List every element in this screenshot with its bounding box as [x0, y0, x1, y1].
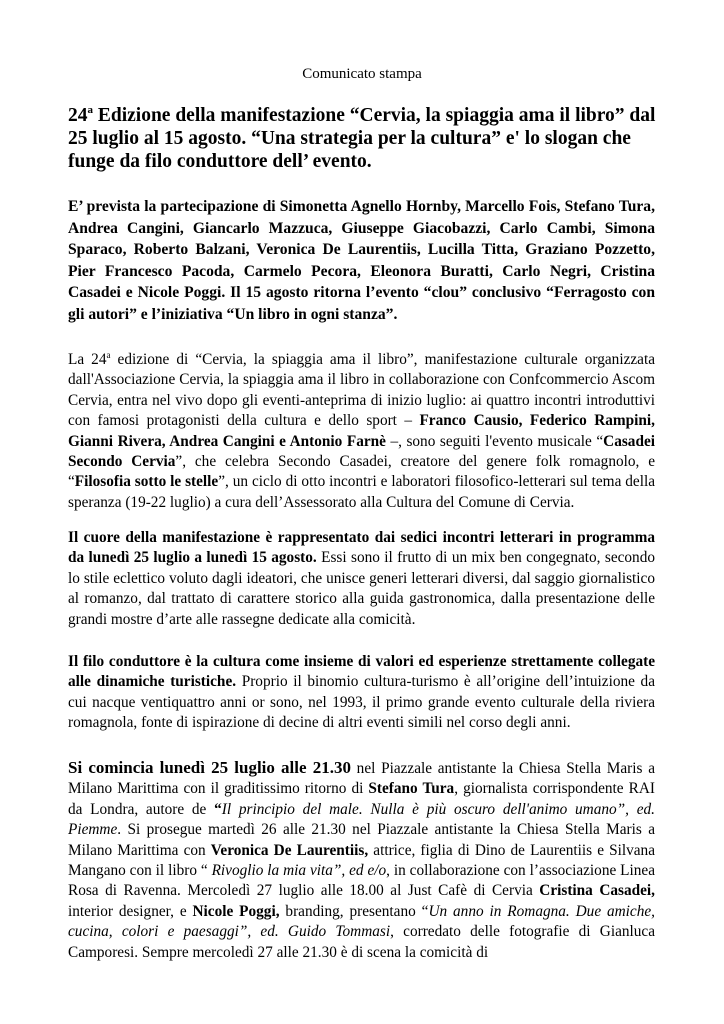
text-run: ”, che celebra Secondo Casadei, creatore del genere folk romagnolo, e “ [68, 453, 655, 491]
text-run: , corredato delle fotografie di Gianluca Camporesi. Sempre mercoledì 27 alle 21.30 è di scena la comicità di [68, 923, 656, 961]
document-title [68, 104, 658, 173]
bold-run: Si comincia lunedì 25 luglio alle 21.30 [68, 758, 351, 777]
text-run: ”, un ciclo di otto incontri e laboratori filosofico-letterari sul tema della speranza (19-22 luglio) a cura dell’Assessorato alla Cultura del Comune di Cervia. [68, 473, 656, 511]
title-ordinal-superscript: a [87, 104, 93, 116]
superscript: a [106, 350, 111, 360]
text-run: –, sono seguiti l'evento musicale “ [385, 432, 604, 450]
italic-run: Il principio del male. Nulla è più oscuro dell'animo umano”, ed. Piemme [68, 800, 656, 839]
bold-run: Il cuore della manifestazione è rappresentato dai sedici incontri letterari in programma da lunedì 25 luglio a lunedì 15 agosto. [68, 529, 655, 567]
paragraph-theme [68, 652, 655, 734]
title-text: Edizione della manifestazione “Cervia, la spiaggia ama il libro” dal 25 luglio al 15 agosto. “Una strategia per la cultura” e' lo slogan che funge da filo conduttore dell’ evento. [68, 105, 656, 172]
text-run: , in collaborazione con l’associazione Linea Rosa di Ravenna. Mercoledì 27 luglio alle 18.00 al Just Cafè di Cervia [68, 862, 655, 900]
text-run: La 24 [68, 351, 107, 368]
text-run: nel Piazzale antistante la Chiesa Stella Maris a Milano Marittima con il graditissimo ritorno di [68, 760, 655, 798]
bold-run: Il filo conduttore è la cultura come insieme di valori ed esperienze strettamente collegate alle dinamiche turistiche. [68, 653, 655, 691]
bold-run: Casadei Secondo Cervia [68, 432, 655, 471]
text-run: Proprio il binomio cultura-turismo è all’origine dell’intuizione da cui nacque ventiquattro anni or sono, nel 1993, il primo grande evento culturale della riviera romagnola, fonte di ispirazione di decine di altri eventi simili nel corso degli anni. [68, 673, 655, 732]
bold-run: “ [214, 800, 222, 818]
text-run: attrice, figlia di Dino de Laurentiis e Silvana Mangano con il libro “ [68, 841, 655, 880]
bold-run: Stefano Tura [368, 780, 455, 798]
press-release-label: Comunicato stampa [302, 66, 422, 82]
paragraph-program [68, 528, 655, 630]
italic-run: Rivoglio la mia vita”, ed e/o [211, 862, 387, 880]
text-run: edizione di “Cervia, la spiaggia ama il libro”, manifestazione culturale organizzata dall'Associazione Cervia, la spiaggia ama il libro in collaborazione con Confcommercio Ascom Cervia, entra nel vivo dopo gli eventi-anteprima di inizio luglio: ai quattro incontri introduttivi con famosi protagonisti della cultura e dello sport – [68, 351, 655, 430]
bold-run: Nicole Poggi, [192, 902, 280, 920]
bold-run: Franco Causio, Federico Rampini, Gianni Rivera, Andrea Cangini e Antonio Farnè [68, 412, 656, 450]
title-ordinal: 24 [68, 105, 88, 126]
bold-run: Cristina Casadei, [539, 882, 656, 900]
lead-paragraph: E’ prevista la partecipazione di Simonetta Agnello Hornby, Marcello Fois, Stefano Tura, Andrea Cangini, Giancarlo Mazzuca, Giuseppe Giacobazzi, Carlo Cambi, Simona Sparaco, Roberto Balzani, Veronica De Laurentiis, Lucilla Titta, Graziano Pozzetto, Pier Francesco Pacoda, Carmelo Pecora, Eleonora Buratti, Carlo Negri, Cristina Casadei e Nicole Poggi. Il 15 agosto ritorna l’evento “clou” conclusivo “Ferragosto con gli autori” e l’iniziativa “Un libro in ogni stanza”. [68, 198, 655, 323]
italic-run: Un anno in Romagna. Due amiche, cucina, colori e paesaggi”, ed. Guido Tommasi [68, 902, 655, 941]
text-run: branding, presentano “ [279, 902, 429, 920]
text-run: . Si prosegue martedì 26 alle 21.30 nel Piazzale antistante la Chiesa Stella Maris a Milano Marittima con [68, 821, 655, 859]
text-run: Essi sono il frutto di un mix ben congegnato, secondo lo stile eclettico voluto dagli ideatori, che unisce generi letterari diversi, dal saggio giornalistico al romanzo, dal trattato di carattere storico alla guida gastronomica, dalla presentazione delle grandi mostre d’arte alle rassegne dedicate alla comicità. [68, 549, 655, 628]
paragraph-schedule [68, 758, 655, 963]
text-run: , giornalista corrispondente RAI da Londra, autore de [68, 780, 655, 818]
text-run: interior designer, e [68, 902, 193, 920]
bold-run: Filosofia sotto le stelle [74, 473, 219, 491]
bold-run: Veronica De Laurentiis, [210, 841, 369, 859]
paragraph-introduction [68, 350, 655, 513]
